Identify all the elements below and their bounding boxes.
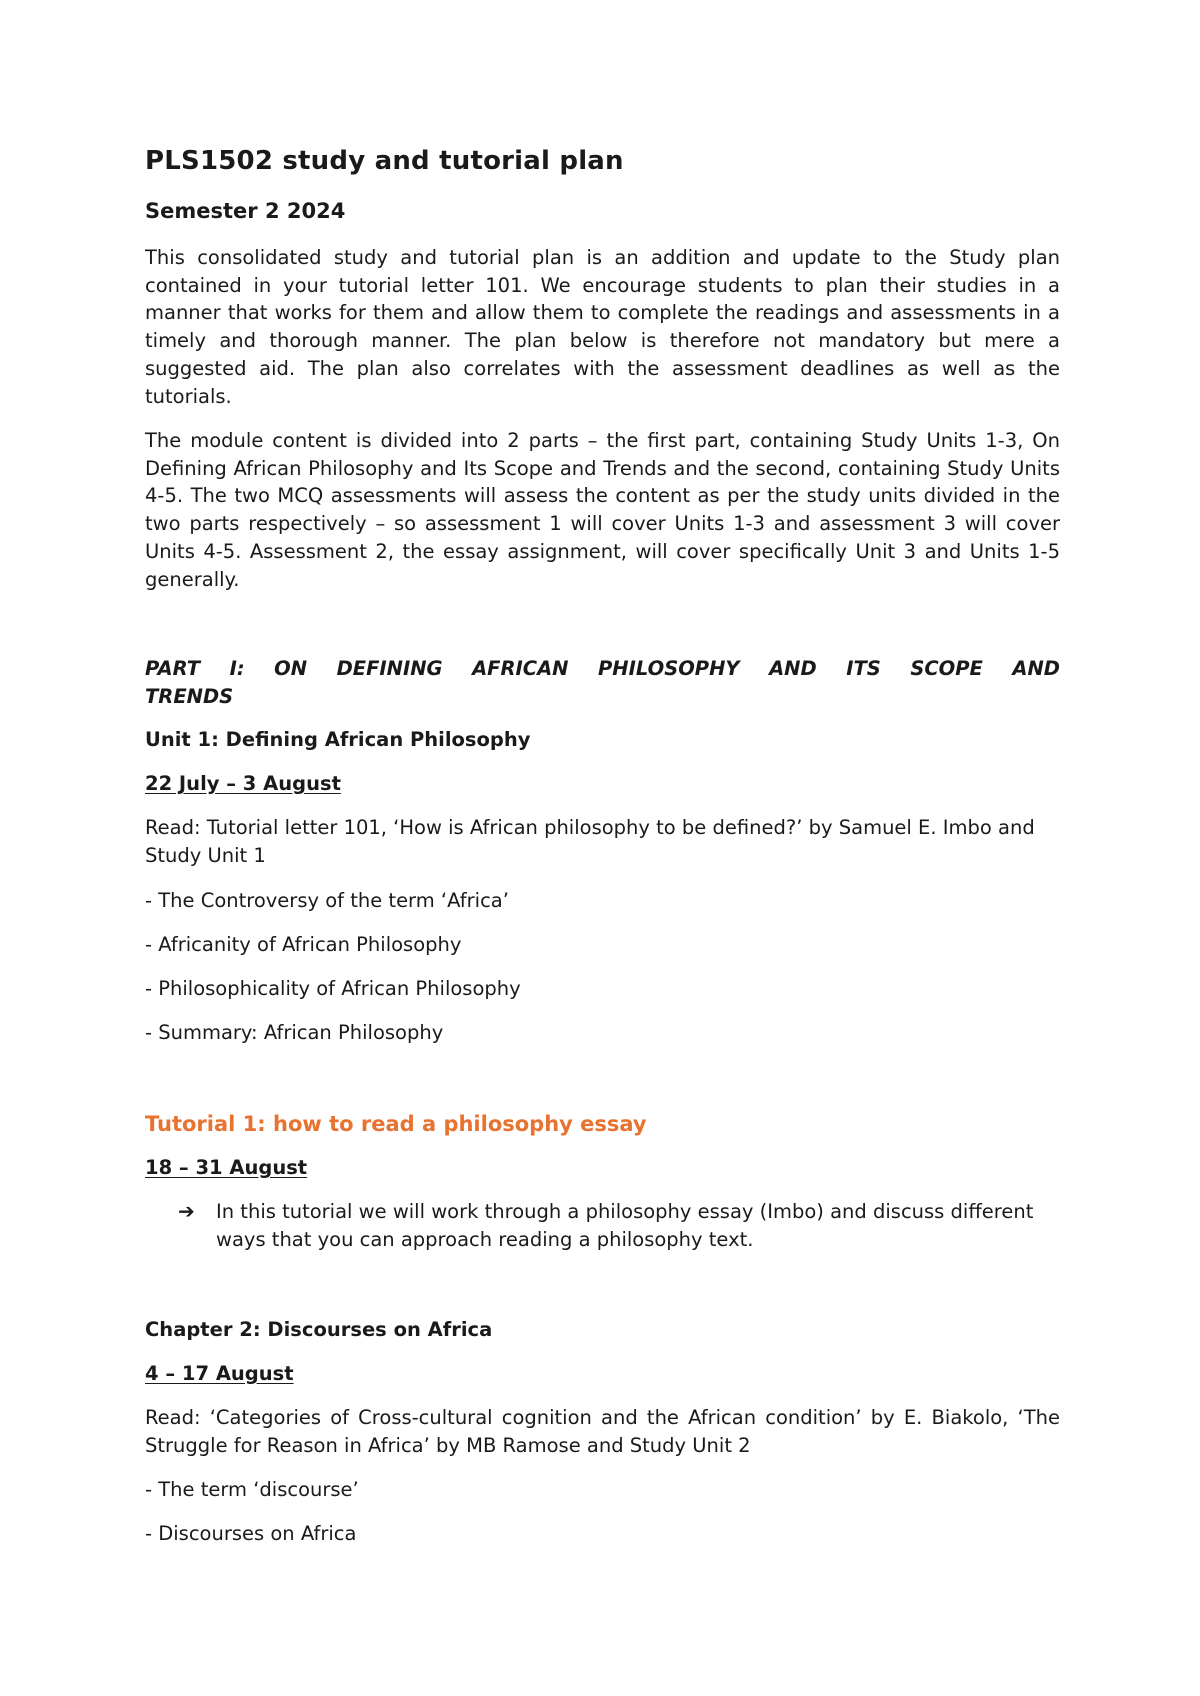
unit1-topic-3: - Philosophicality of African Philosophy xyxy=(145,977,521,1000)
chapter2-reading: Read: ‘Categories of Cross-cultural cognition and the African condition’ by E. Biakolo, ‘The Struggle for Reason in Africa’ by MB Ramose and Study Unit 2 xyxy=(145,1406,1060,1457)
tutorial1-dates: 18 – 31 August xyxy=(145,1156,308,1179)
chapter2-topic-2: - Discourses on Africa xyxy=(145,1522,357,1545)
unit1-reading: Read: Tutorial letter 101, ‘How is African philosophy to be defined?’ by Samuel E. Imbo and Study Unit 1 xyxy=(145,816,1035,867)
chapter2-heading: Chapter 2: Discourses on Africa xyxy=(145,1318,493,1341)
tutorial1-heading: Tutorial 1: how to read a philosophy essay xyxy=(145,1112,647,1136)
part1-heading: PART I: ON DEFINING AFRICAN PHILOSOPHY AND ITS SCOPE AND TRENDS xyxy=(145,657,1060,708)
arrow-right-icon: ➔ xyxy=(178,1199,195,1223)
intro-paragraph-2: The module content is divided into 2 parts – the first part, containing Study Units 1-3, On Defining African Philosophy and Its Scope and Trends and the second, containing Study Units 4-5. The two MCQ assessments will assess the content as per the study units divided in the two parts respectively – so assessment 1 will cover Units 1-3 and assessment 3 will cover Units 4-5. Assessment 2, the essay assignment, will cover specifically Unit 3 and Units 1-5 generally. xyxy=(145,429,1060,591)
semester-heading: Semester 2 2024 xyxy=(145,199,346,223)
unit1-topic-1: - The Controversy of the term ‘Africa’ xyxy=(145,889,509,912)
unit1-topic-4: - Summary: African Philosophy xyxy=(145,1021,444,1044)
unit1-dates: 22 July – 3 August xyxy=(145,772,341,795)
intro-paragraph-1: This consolidated study and tutorial plan is an addition and update to the Study plan contained in your tutorial letter 101. We encourage students to plan their studies in a manner that works for them and allow them to complete the readings and assessments in a timely and thorough manner. The plan below is therefore not mandatory but mere a suggested aid. The plan also correlates with the assessment deadlines as well as the tutorials. xyxy=(145,246,1060,408)
tutorial1-description: In this tutorial we will work through a philosophy essay (Imbo) and discuss different ways that you can approach reading a philosophy text. xyxy=(216,1200,1034,1251)
tutorial1-description-item xyxy=(178,1198,1060,1253)
unit1-topic-2: - Africanity of African Philosophy xyxy=(145,933,462,956)
document-title: PLS1502 study and tutorial plan xyxy=(145,146,624,176)
unit1-heading: Unit 1: Defining African Philosophy xyxy=(145,728,531,751)
chapter2-dates: 4 – 17 August xyxy=(145,1362,294,1385)
chapter2-topic-1: - The term ‘discourse’ xyxy=(145,1478,359,1501)
